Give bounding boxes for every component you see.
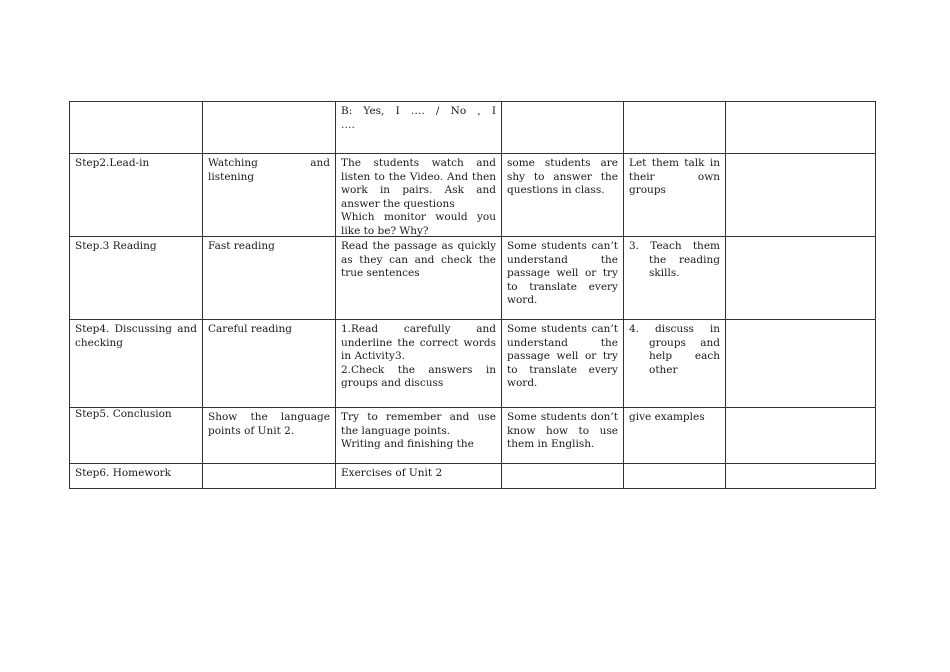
solution-cell (624, 464, 726, 489)
step-cell (70, 320, 203, 408)
table-row (70, 320, 876, 408)
content-line: B: Yes, I …. / No , I (341, 105, 496, 117)
extra-cell (726, 154, 876, 237)
difficulty-text: Some students can’t understand the passage well or try to translate every word. (507, 240, 618, 307)
difficulty-cell (502, 102, 624, 154)
content-line: 2.Check the answers in groups and discuss (341, 363, 496, 390)
lesson-plan-table (69, 101, 876, 489)
solution-text: Let them talk in their own groups (629, 157, 720, 197)
step-label: Step2.Lead-in (75, 157, 150, 169)
step-label: Step4. Discussing and checking (75, 323, 197, 349)
activity-label: Careful reading (208, 323, 292, 335)
extra-cell (726, 320, 876, 408)
difficulty-cell (502, 237, 624, 320)
difficulty-cell (502, 320, 624, 408)
extra-cell (726, 408, 876, 464)
step-cell: Step6. Homework (70, 464, 203, 489)
activity-cell (203, 408, 336, 464)
activity-cell (203, 237, 336, 320)
content-cell (336, 408, 502, 464)
solution-text: 3. Teach them the reading skills. (629, 240, 720, 280)
step-cell (70, 154, 203, 237)
activity-label: Watching and listening (208, 157, 330, 183)
solution-cell (624, 408, 726, 464)
content-line: Writing and finishing the (341, 438, 474, 451)
extra-cell (726, 102, 876, 154)
solution-cell (624, 320, 726, 408)
solution-text: 4. discuss in groups and help each other (629, 323, 720, 376)
content-line: Read the passage as quickly as they can and check the true sentences (341, 240, 496, 280)
difficulty-cell (502, 408, 624, 464)
content-cell (336, 320, 502, 408)
table-row (70, 408, 876, 464)
content-line: The students watch and listen to the Video. And then work in pairs. Ask and answer the questions (341, 157, 496, 210)
difficulty-text: Some students don’t know how to use them in English. (507, 411, 618, 451)
table-row (70, 237, 876, 320)
content-line: 1.Read carefully and underline the correct words in Activity3. (341, 323, 496, 363)
solution-text: give examples (629, 411, 705, 423)
activity-cell (203, 464, 336, 489)
activity-cell (203, 102, 336, 154)
activity-label: Fast reading (208, 240, 275, 252)
step-cell (70, 237, 203, 320)
solution-cell (624, 237, 726, 320)
content-cell (336, 154, 502, 237)
difficulty-text: some students are shy to answer the questions in class. (507, 157, 618, 197)
step-label: Step.3 Reading (75, 240, 157, 252)
activity-cell (203, 154, 336, 237)
content-cell (336, 237, 502, 320)
step-cell (70, 408, 203, 464)
difficulty-cell (502, 154, 624, 237)
step-label: Step5. Conclusion (75, 408, 172, 420)
table-row (70, 154, 876, 237)
content-line: …. (341, 118, 355, 131)
activity-label: Show the language points of Unit 2. (208, 411, 330, 437)
difficulty-cell (502, 464, 624, 489)
content-line: Try to remember and use the language points. (341, 411, 496, 437)
activity-cell (203, 320, 336, 408)
difficulty-text: Some students can’t understand the passage well or try to translate every word. (507, 323, 618, 390)
step-cell (70, 102, 203, 154)
content-line: Which monitor would you like to be? Why? (341, 211, 496, 236)
content-cell (336, 102, 502, 154)
solution-cell (624, 154, 726, 237)
solution-cell (624, 102, 726, 154)
extra-cell (726, 237, 876, 320)
table-row (70, 102, 876, 154)
content-cell: Exercises of Unit 2 (336, 464, 502, 489)
table-row (70, 464, 876, 489)
extra-cell (726, 464, 876, 489)
